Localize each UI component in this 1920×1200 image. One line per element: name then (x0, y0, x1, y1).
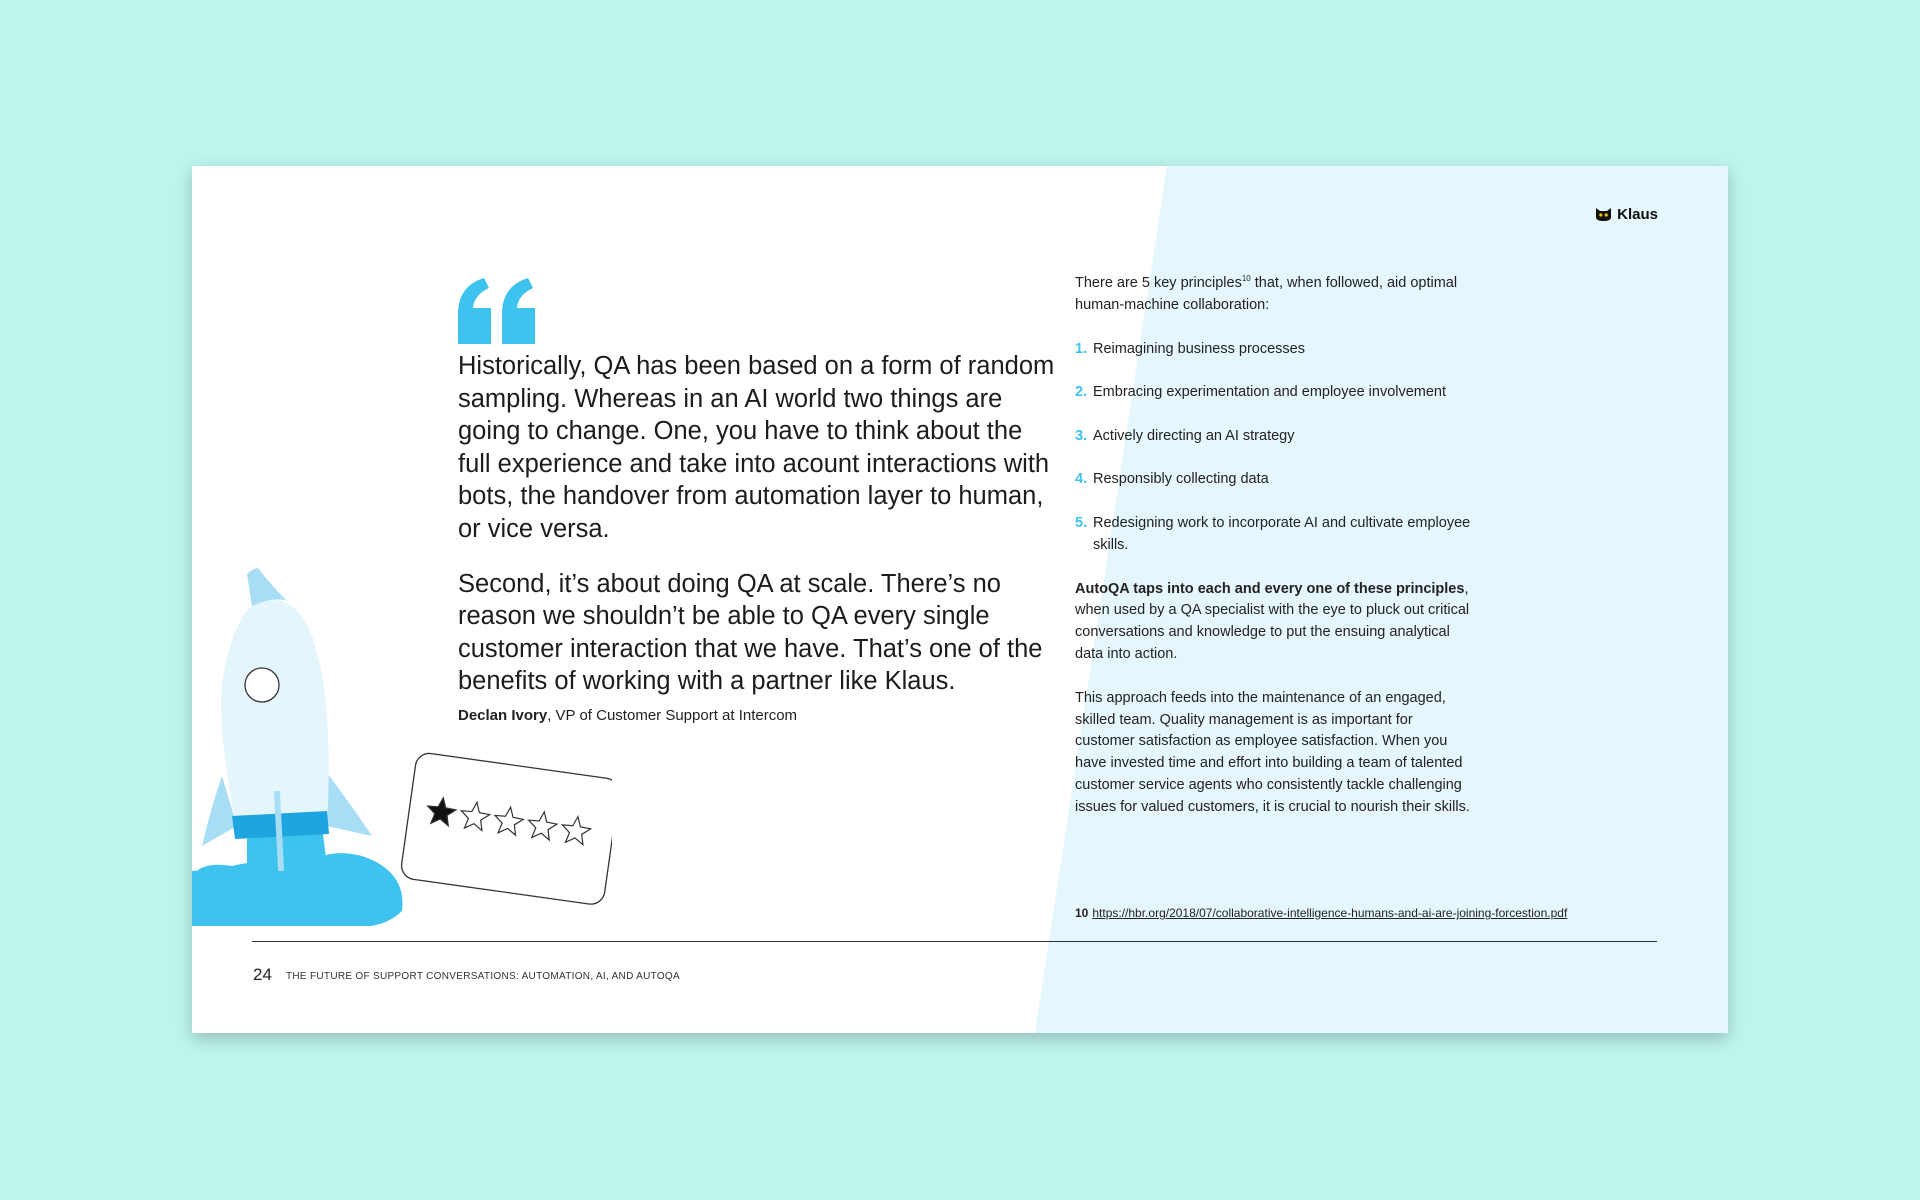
quote-paragraph: Historically, QA has been based on a form of random sampling. Whereas in an AI world two things are going to change. One, you have to think about the full experience and take into acount interactions with bots, the handover from automation layer to human, or vice versa. (458, 352, 1055, 543)
cat-icon (1595, 207, 1612, 222)
autoqa-paragraph: AutoQA taps into each and every one of these principles, when used by a QA specialist with the eye to pluck out critical conversations and knowledge to put the ensuing analytical data into action. (1075, 580, 1470, 662)
footnote-link[interactable]: https://hbr.org/2018/07/collaborative-intelligence-humans-and-ai-are-joining-forcestion.pdf (1092, 906, 1568, 920)
list-item: 1. Reimagining business processes (1075, 340, 1305, 357)
footnote-number: 10 (1075, 906, 1089, 920)
author-name: Declan Ivory (458, 707, 548, 724)
principles-list (1075, 339, 1475, 557)
approach-paragraph: This approach feeds into the maintenance of an engaged, skilled team. Quality management is as important for customer satisfaction as employee satisfaction. When you have invested time and effort into building a team of talented customer service agents who consistently tackle challenging issues for valued customers, it is crucial to nourish their skills. (1075, 689, 1470, 815)
brand-logo (1595, 206, 1658, 223)
footer-title: THE FUTURE OF SUPPORT CONVERSATIONS: AUTOMATION, AI, AND AUTOQA (286, 971, 680, 982)
right-column (1075, 273, 1475, 841)
footnote (1075, 906, 1567, 920)
footnote-ref: 10 (1241, 274, 1251, 284)
intro-paragraph: There are 5 key principles$^{10}$ that, when followed, aid optimal human-machine collaboration: (1075, 274, 1458, 313)
list-item: 3. Actively directing an AI strategy (1075, 427, 1295, 444)
quote-paragraph: Second, it’s about doing QA at scale. There’s no reason we shouldn’t be able to QA every single customer interaction that we have. That’s one of the benefits of working with a partner like Klaus. (458, 569, 1043, 696)
rocket-illustration (192, 526, 612, 926)
list-item: 2. Embracing experimentation and employee involvement (1075, 384, 1447, 401)
document-page (192, 166, 1728, 1033)
brand-name: Klaus (1617, 206, 1658, 223)
quote-mark-icon (458, 278, 536, 344)
page-number: 24 (253, 965, 272, 984)
rocket-window (245, 668, 279, 702)
list-item: 4. Responsibly collecting data (1075, 471, 1269, 488)
footer-divider (252, 941, 1657, 942)
list-item: 5. Redesigning work to incorporate AI and cultivate employee skills. (1075, 514, 1471, 553)
rocket-nose (247, 568, 287, 606)
rocket-fin-right (322, 766, 372, 836)
author-role: , VP of Customer Support at Intercom (547, 707, 798, 724)
